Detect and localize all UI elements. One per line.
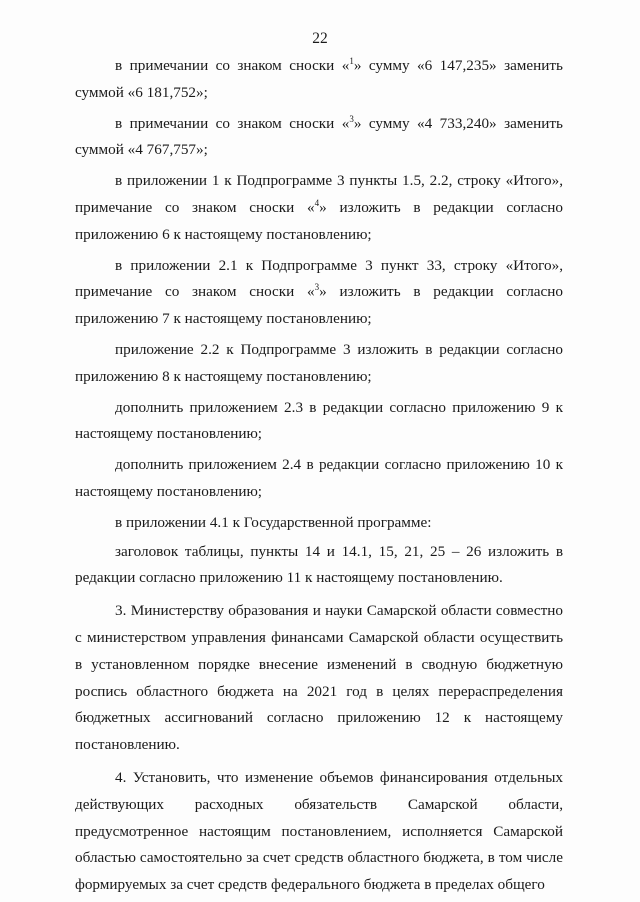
paragraph-1: [75, 53, 563, 107]
footnote-mark: 4: [314, 197, 320, 208]
paragraph-10: 3. Министерству образования и науки Самарской области совместно с министерством управления финансами Самарской области осуществить в установленном порядке внесение изменений в сводную бюджетную роспись областного бюджета на 2021 год в целях перераспределения бюджетных ассигнований согласно приложению 12 к настоящему постановлению.: [75, 602, 563, 754]
paragraph-2: [75, 111, 563, 165]
paragraph-4-text-a: в приложении 2.1 к Подпрограмме 3 пункт 33, строку «Итого», примечание со знаком сноски «: [75, 256, 563, 301]
paragraph-5: приложение 2.2 к Подпрограмме 3 изложить в редакции согласно приложению 8 к настоящему постановлению;: [75, 340, 563, 385]
page-number: 22: [312, 30, 328, 47]
paragraph-1-text-a: в примечании со знаком сноски «: [115, 57, 350, 74]
paragraph-2-text-a: в примечании со знаком сноски «: [115, 114, 350, 132]
paragraph-9: заголовок таблицы, пункты 14 и 14.1, 15, 21, 25 – 26 изложить в редакции согласно приложению 11 к настоящему постановлению.: [75, 542, 563, 587]
paragraph-2-text-b: » сумму «4 733,240» заменить суммой «4 767,757»;: [75, 114, 563, 159]
paragraph-4-text-b: » изложить в редакции согласно приложению 7 к настоящему постановлению;: [75, 283, 564, 328]
paragraph-4: [75, 253, 563, 333]
paragraph-6: дополнить приложением 2.3 в редакции согласно приложению 9 к настоящему постановлению;: [75, 398, 563, 443]
paragraph-1-text-b: » сумму «6 147,235» заменить суммой «6 181,752»;: [75, 57, 563, 101]
paragraph-3: [75, 168, 563, 248]
paragraph-8: в приложении 4.1 к Государственной программе:: [115, 513, 432, 531]
footnote-mark: 3: [349, 113, 354, 124]
paragraph-7: дополнить приложением 2.4 в редакции согласно приложению 10 к настоящему постановлению;: [75, 456, 563, 500]
document-body: [75, 53, 563, 899]
paragraph-3-text-a: в приложении 1 к Подпрограмме 3 пункты 1.5, 2.2, строку «Итого», примечание со знаком сноски «: [75, 172, 563, 216]
footnote-mark: 3: [314, 282, 320, 293]
paragraph-11: 4. Установить, что изменение объемов финансирования отдельных действующих расходных обязательств Самарской области, предусмотренное настоящим постановлением, исполняется Самарской областью самостоятельно за счет средств областного бюджета, в том числе формируемых за счет средств федерального бюджета в пределах общего: [75, 768, 563, 894]
footnote-mark: 1: [349, 56, 354, 66]
paragraph-3-text-b: » изложить в редакции согласно приложению 6 к настоящему постановлению;: [75, 198, 564, 243]
